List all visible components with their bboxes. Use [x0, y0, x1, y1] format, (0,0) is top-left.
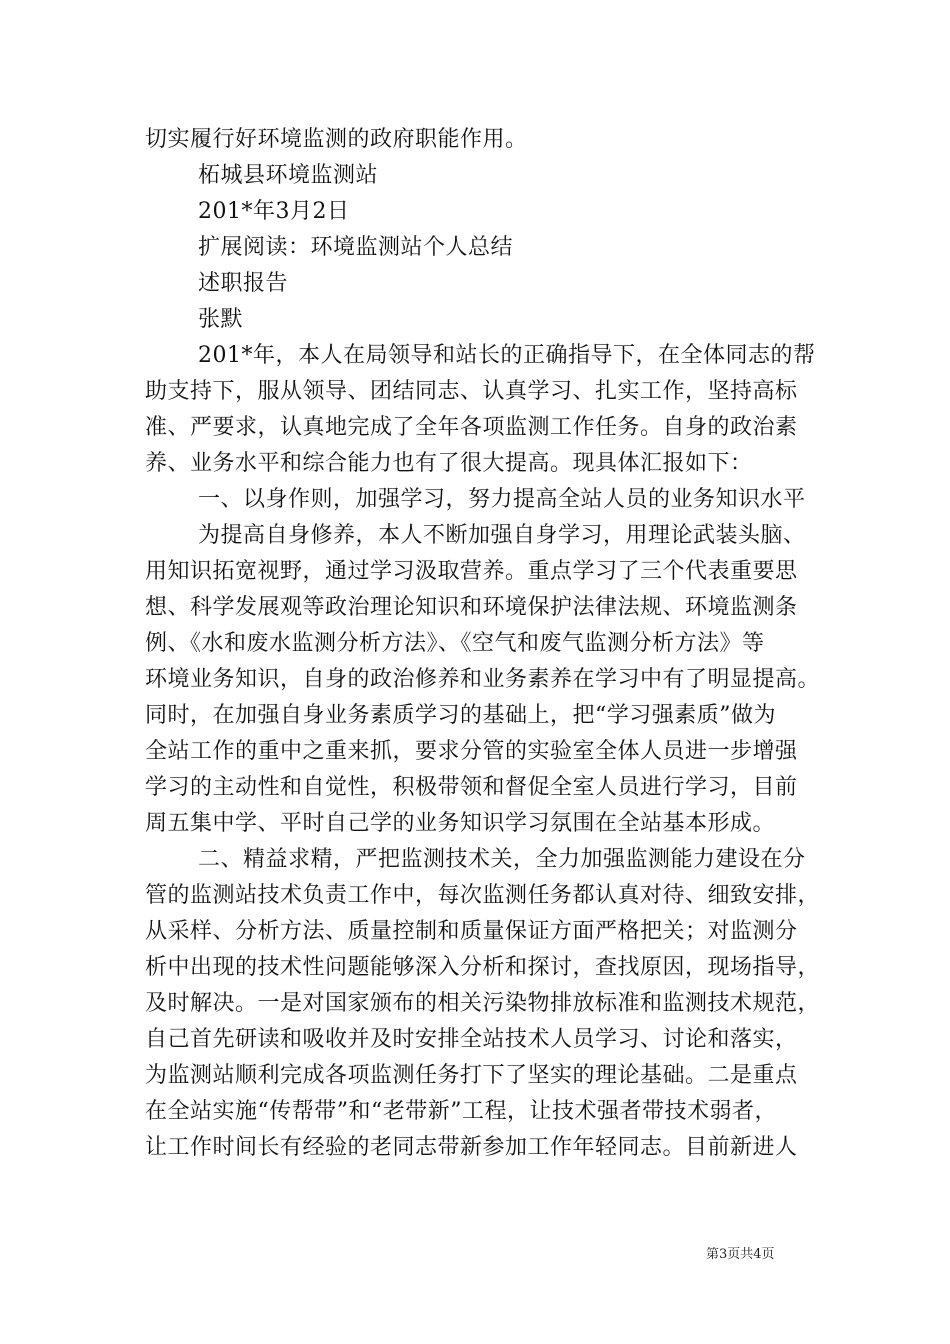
text-line: 同时，在加强自身业务素质学习的基础上，把“学习强素质”做为: [145, 703, 776, 728]
text-line: 自己首先研读和吸收并及时安排全站技术人员学习、讨论和落实，: [145, 1027, 798, 1052]
page-number: 第3页共4页: [706, 1247, 775, 1262]
text-line: 助支持下，服从领导、团结同志、认真学习、扎实工作，坚持高标: [145, 379, 798, 404]
text-line: 养、业务水平和综合能力也有了很大提高。现具体汇报如下：: [145, 451, 753, 476]
text-line: 为提高自身修养，本人不断加强自身学习，用理论武装头脑、: [198, 523, 806, 548]
text-line: 学习的主动性和自觉性，积极带领和督促全室人员进行学习，目前: [145, 775, 798, 800]
text-line: 全站工作的重中之重来抓，要求分管的实验室全体人员进一步增强: [145, 739, 798, 764]
text-line: 在全站实施“传帮带”和“老带新”工程，让技术强者带技术弱者，: [145, 1099, 777, 1124]
text-line: 管的监测站技术负责工作中，每次监测任务都认真对待、细致安排，: [145, 883, 821, 908]
text-line: 环境业务知识，自身的政治修养和业务素养在学习中有了明显提高。: [145, 667, 821, 692]
text-line: 201*年，本人在局领导和站长的正确指导下，在全体同志的帮: [198, 343, 816, 368]
report-title: 述职报告: [198, 271, 289, 296]
text-line: 周五集中学、平时自己学的业务知识学习氛围在全站基本形成。: [145, 811, 776, 836]
text-line: 准、严要求，认真地完成了全年各项监测工作任务。自身的政治素: [145, 415, 798, 440]
text-line: 用知识拓宽视野，通过学习汲取营养。重点学习了三个代表重要思: [145, 559, 798, 584]
text-line: 让工作时间长有经验的老同志带新参加工作年轻同志。目前新进人: [145, 1135, 798, 1160]
section-heading: 二、精益求精，严把监测技术关，全力加强监测能力建设在分: [198, 847, 806, 872]
extended-reading-heading: 扩展阅读：环境监测站个人总结: [198, 235, 514, 260]
text-line: 例、《水和废水监测分析方法》、《空气和废气监测分析方法》等: [145, 631, 765, 656]
text-line: 析中出现的技术性问题能够深入分析和探讨，查找原因，现场指导，: [145, 955, 821, 980]
organization-name: 柘城县环境监测站: [198, 163, 379, 188]
text-line: 从采样、分析方法、质量控制和质量保证方面严格把关；对监测分: [145, 919, 798, 944]
author-name: 张默: [198, 307, 244, 332]
section-heading: 一、以身作则，加强学习，努力提高全站人员的业务知识水平: [198, 487, 806, 512]
document-date: 201*年3月2日: [198, 199, 350, 224]
text-line: 切实履行好环境监测的政府职能作用。: [145, 127, 528, 152]
text-line: 及时解决。一是对国家颁布的相关污染物排放标准和监测技术规范，: [145, 991, 821, 1016]
text-line: 为监测站顺利完成各项监测任务打下了坚实的理论基础。二是重点: [145, 1063, 798, 1088]
text-line: 想、科学发展观等政治理论知识和环境保护法律法规、环境监测条: [145, 595, 798, 620]
